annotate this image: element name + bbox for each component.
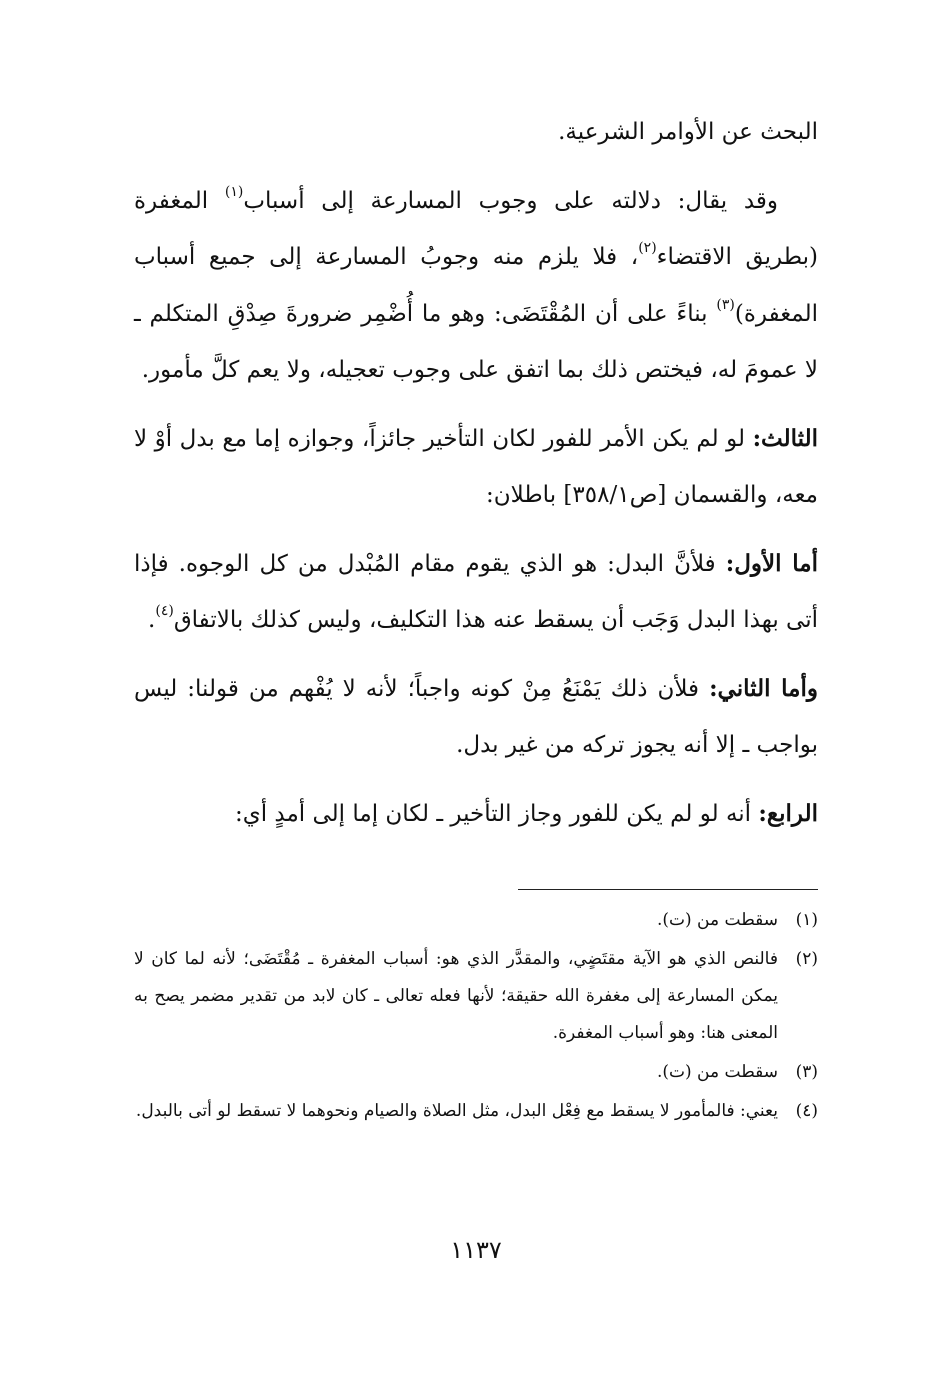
footnote-item-3 (134, 1054, 818, 1091)
footnotes (134, 902, 818, 1132)
footnote-number: (١) (795, 910, 818, 930)
footnote-ref-4[interactable]: (٤) (155, 603, 174, 619)
footnote-text: سقطت من (ت). (656, 1062, 778, 1082)
paragraph-intro (134, 104, 818, 161)
footnote-number: (٤) (795, 1101, 818, 1121)
paragraph-text: البحث عن الأوامر الشرعية. (558, 119, 818, 145)
footnote-ref-3[interactable]: (٣) (716, 296, 735, 313)
footnote-ref-2[interactable]: (٢) (638, 240, 657, 256)
footnote-text: سقطت من (ت). (656, 910, 778, 930)
paragraph-text: بناءً على أن المُقْتَضَى: وهو ما أُضْمِر ضرورةَ صِدْقِ المتكلم ـ لا عمومَ له، فيختص ذلك بما اتفق على وجوب تعجيله، ولا يعم كلَّ مأمور. (134, 300, 818, 383)
paragraph-text: . (148, 607, 156, 633)
footnote-text: يعني: فالمأمور لا يسقط مع فِعْل البدل، مثل الصلاة والصيام ونحوهما لا تسقط لو أتى بالبدل. (135, 1101, 778, 1121)
paragraph-third (134, 411, 818, 524)
paragraph-text: فلأن ذلك يَمْنَعُ مِنْ كونه واجباً؛ لأنه لا يُفْهم من قولنا: ليس بواجب ـ إلا أنه يجوز تركه من غير بدل. (134, 675, 818, 758)
footnote-ref-1[interactable]: (١) (224, 183, 244, 200)
paragraph-first-case (134, 536, 818, 649)
section-label: أما الأول: (725, 549, 818, 577)
page-number: ١١٣٧ (450, 1236, 502, 1264)
paragraph-second-case (134, 661, 818, 774)
main-text (134, 104, 818, 842)
paragraph-text: وقد يقال: دلالته على وجوب المسارعة إلى أسباب (243, 187, 778, 214)
paragraph-text: ، فلا يلزم منه وجوبُ المسارعة إلى جميع أسباب المغفرة) (134, 244, 818, 327)
footnote-item-4 (134, 1093, 818, 1130)
footnote-number: (٢) (795, 949, 818, 969)
footnote-item-2 (134, 941, 818, 1052)
paragraph-speculation (134, 173, 818, 399)
footnote-item-1 (134, 902, 818, 939)
paragraph-text: فلأنَّ البدل: هو الذي يقوم مقام المُبْدل من كل الوجوه. فإذا أتى بهذا البدل وَجَب أن يسقط عنه هذا التكليف، وليس كذلك بالاتفاق (134, 550, 818, 633)
footnote-divider (518, 889, 818, 890)
section-label: الثالث: (752, 424, 818, 452)
section-label: الرابع: (758, 799, 818, 827)
footnote-number: (٣) (795, 1062, 818, 1082)
paragraph-fourth (134, 786, 818, 843)
paragraph-text: أنه لو لم يكن للفور وجاز التأخير ـ لكان إما إلى أمدٍ أي: (234, 800, 759, 827)
paragraph-text: المغفرة (بطريق الاقتضاء (134, 187, 818, 270)
section-label: وأما الثاني: (709, 674, 818, 702)
paragraph-text: لو لم يكن الأمر للفور لكان التأخير جائزاً، وجوازه إما مع بدل أوْ لا معه، والقسمان [ص٣٥٨/١] باطلان: (134, 425, 818, 508)
footnote-text: فالنص الذي هو الآية مقتَضٍي، والمقدَّر الذي هو: أسباب المغفرة ـ مُقْتَضَى؛ لأنه لما كان لا يمكن المسارعة إلى مغفرة الله حقيقة؛ لأنها فعله تعالى ـ كان لابد من تقدير مضمر يصح به المعنى هنا: وهو أسباب المغفرة. (134, 949, 778, 1043)
document-page (134, 0, 818, 1374)
